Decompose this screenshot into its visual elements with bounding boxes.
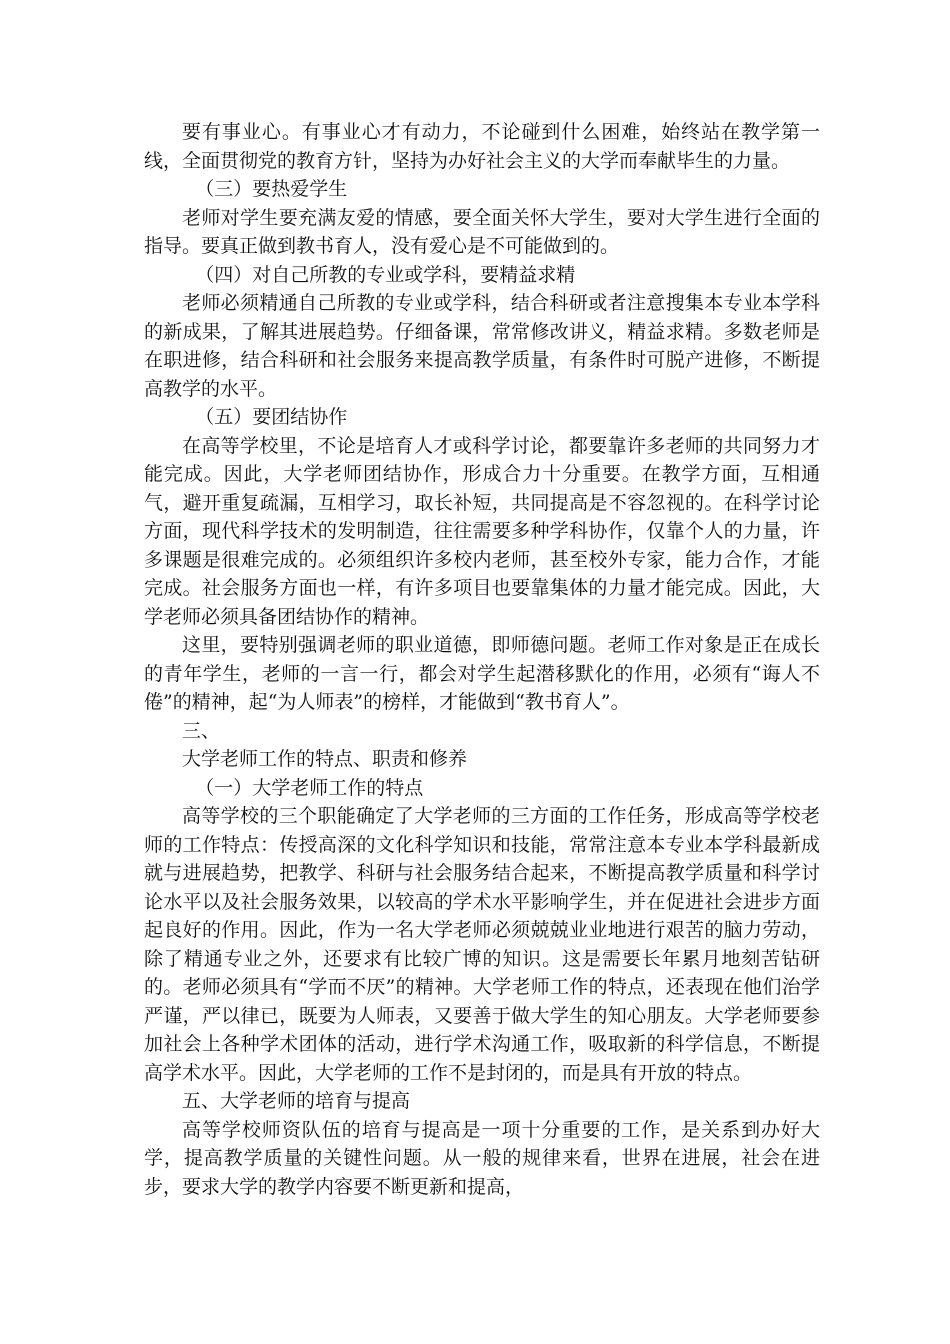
paragraph-love-students: 老师对学生要充满友爱的情感，要全面关怀大学生，要对大学生进行全面的指导。要真正做到教书育人，没有爱心是不可能做到的。 <box>144 206 820 257</box>
section-title: 大学老师工作的特点、职责和修养 <box>182 748 468 770</box>
paragraph-training: 高等学校师资队伍的培育与提高是一项十分重要的工作，是关系到办好大学，提高教学质量的关键性问题。从一般的规律来看，世界在进展，社会在进步，要求大学的教学内容要不断更新和提高， <box>144 1118 820 1198</box>
heading-training: 五、大学老师的培育与提高 <box>182 1090 411 1112</box>
paragraph-ethics: 这里，要特别强调老师的职业道德，即师德问题。老师工作对象是正在成长的青年学生，老师的一言一行，都会对学生起潜移默化的作用，必须有“诲人不倦”的精神，起“为人师表”的榜样，才能做到“教书育人”。 <box>144 634 820 713</box>
document-body <box>144 118 820 1201</box>
heading-love-students: （三）要热爱学生 <box>195 178 348 200</box>
heading-teamwork: （五）要团结协作 <box>195 406 348 428</box>
paragraph-work-features: 高等学校的三个职能确定了大学老师的三方面的工作任务，形成高等学校老师的工作特点：传授高深的文化科学知识和技能，常常注意本专业本学科最新成就与进展趋势，把教学、科研与社会服务结合起来，不断提高教学质量和科学讨论水平以及社会服务效果，以较高的学术水平影响学生，并在促进社会进步方面起良好的作用。因此，作为一名大学老师必须兢兢业业地进行艰苦的脑力劳动，除了精通专业之外，还要求有比较广博的知识。这是需要长年累月地刻苦钻研的。老师必须具有“学而不厌”的精神。大学老师工作的特点，还表现在他们治学严谨，严以律已，既要为人师表，又要善于做大学生的知心朋友。大学老师要参加社会上各种学术团体的活动，进行学术沟通工作，吸取新的科学信息，不断提高学术水平。因此，大学老师的工作不是封闭的，而是具有开放的特点。 <box>144 805 820 1084</box>
paragraph-mastery: 老师必须精通自己所教的专业或学科，结合科研或者注意搜集本专业本学科的新成果，了解其进展趋势。仔细备课，常常修改讲义，精益求精。多数老师是在职进修，结合科研和社会服务来提高教学质量，有条件时可脱产进修，不断提高教学的水平。 <box>144 292 820 400</box>
paragraph-dedication: 要有事业心。有事业心才有动力，不论碰到什么困难，始终站在教学第一线，全面贯彻党的教育方针，坚持为办好社会主义的大学而奉献毕生的力量。 <box>144 121 820 172</box>
paragraph-teamwork: 在高等学校里，不论是培育人才或科学讨论，都要靠许多老师的共同努力才能完成。因此，大学老师团结协作，形成合力十分重要。在教学方面，互相通气，避开重复疏漏，互相学习，取长补短，共同提高是不容忽视的。在科学讨论方面，现代科学技术的发明制造，往往需要多种学科协作，仅靠个人的力量，许多课题是很难完成的。必须组织许多校内老师，甚至校外专家，能力合作，才能完成。社会服务方面也一样，有许多项目也要靠集体的力量才能完成。因此，大学老师必须具备团结协作的精神。 <box>144 434 820 628</box>
heading-work-features: （一）大学老师工作的特点 <box>195 776 424 799</box>
heading-mastery: （四）对自己所教的专业或学科，要精益求精 <box>195 263 576 286</box>
section-number: 三、 <box>182 719 221 742</box>
